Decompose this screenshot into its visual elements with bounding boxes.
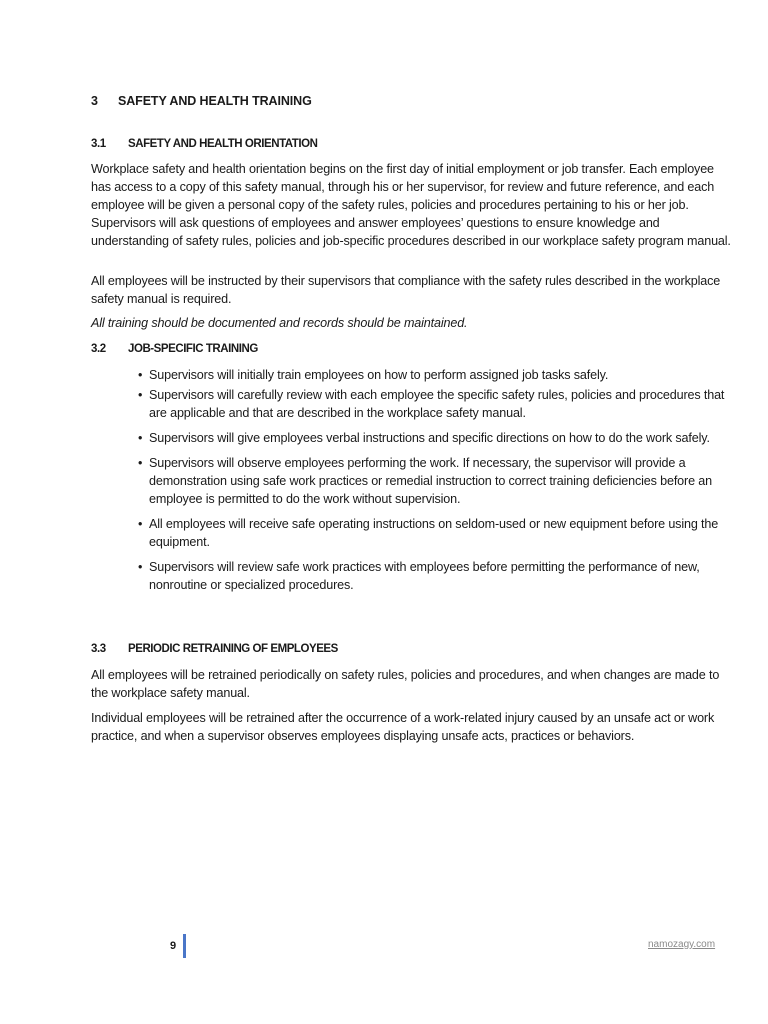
paragraph: All employees will be retrained periodically on safety rules, policies and procedures, and when changes are made to the workplace safety manual. [91,668,720,700]
subsection-heading-3-2 [91,343,731,355]
paragraph: Workplace safety and health orientation begins on the first day of initial employment or job transfer. Each employee has access to a copy of this safety manual, through his or her supervisor, for review and future reference, and each employee will be given a personal copy of the safety rules, policies and procedures pertaining to his or her job. Supervisors will ask questions of employees and answer employees’ questions to ensure knowledge and understanding of safety rules, policies and job-specific procedures described in our workplace safety program manual. [91,162,731,248]
list-item-text: Supervisors will carefully review with each employee the specific safety rules, policies and procedures that are applicable and that are described in the workplace safety manual. [149,388,725,420]
subsection-title: JOB-SPECIFIC TRAINING [128,343,258,355]
list-item-text: Supervisors will initially train employees on how to perform assigned job tasks safely. [149,368,609,382]
bullet-icon: • [138,431,143,445]
subsection-title: PERIODIC RETRAINING OF EMPLOYEES [128,643,338,655]
list-item [90,386,730,422]
bullet-icon: • [138,368,143,382]
footer-site-link[interactable]: namozagy.com [648,939,716,950]
subsection-number: 3.1 [91,138,106,150]
paragraph: All employees will be instructed by their supervisors that compliance with the safety rules described in the workplace safety manual is required. [91,274,721,306]
footer-accent-bar [183,934,186,958]
subsection-number: 3.2 [91,343,106,355]
bullet-list [90,366,730,594]
subsection-heading-3-3 [91,643,731,655]
list-item [90,429,730,447]
list-item-text: Supervisors will review safe work practices with employees before permitting the performance of new, nonroutine or specialized procedures. [149,560,700,592]
bullet-icon: • [138,560,143,574]
list-item [90,454,730,508]
list-item [90,558,730,594]
list-item-text: Supervisors will give employees verbal instructions and specific directions on how to do the work safely. [149,431,710,445]
list-item [90,515,730,551]
paragraph-italic-note: All training should be documented and records should be maintained. [91,316,468,330]
bullet-icon: • [138,456,143,470]
subsection-number: 3.3 [91,643,106,655]
bullet-icon: • [138,517,143,531]
list-item-text: Supervisors will observe employees performing the work. If necessary, the supervisor will provide a demonstration using safe work practices or remedial instruction to correct training deficiencies before an employee is permitted to do the work without supervision. [149,456,712,506]
subsection-title: SAFETY AND HEALTH ORIENTATION [128,138,318,150]
section-title: SAFETY AND HEALTH TRAINING [118,94,312,108]
bullet-icon: • [138,388,143,402]
section-number: 3 [91,94,98,108]
paragraph: Individual employees will be retrained after the occurrence of a work-related injury caused by an unsafe act or work practice, and when a supervisor observes employees displaying unsafe acts, practices or behaviors. [91,711,715,743]
list-item-text: All employees will receive safe operating instructions on seldom-used or new equipment before using the equipment. [149,517,719,549]
section-heading [91,94,312,108]
subsection-heading-3-1 [91,138,731,150]
page-number: 9 [170,940,177,952]
list-item [90,366,730,384]
